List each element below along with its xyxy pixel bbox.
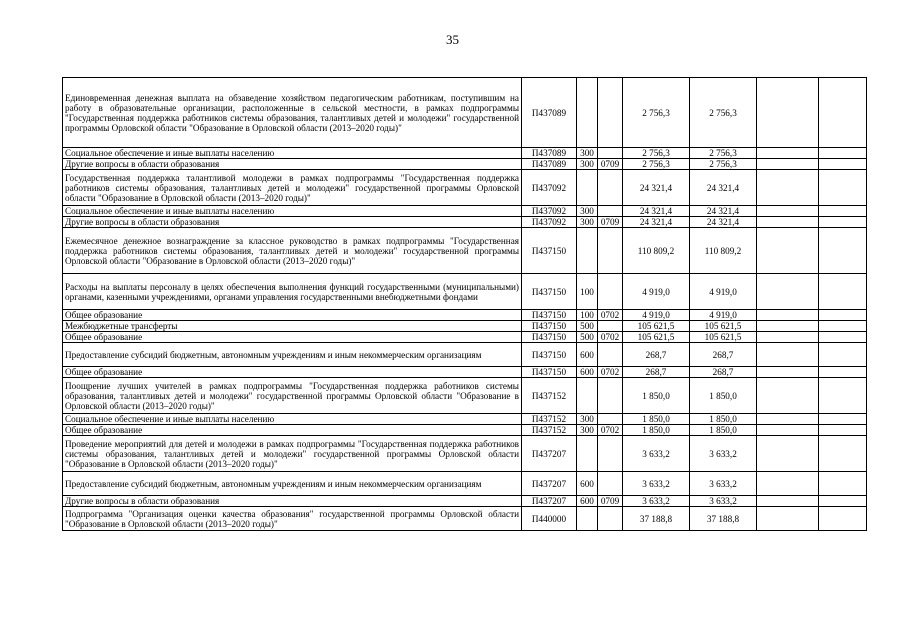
row-rz-cell	[598, 170, 623, 206]
row-name-cell: Межбюджетные трансферты	[63, 321, 522, 332]
row-value-2-cell: 3 633,2	[690, 496, 757, 507]
row-vr-cell: 300	[577, 206, 598, 217]
row-code-cell: П437089	[522, 148, 577, 159]
row-value-2-cell: 268,7	[690, 367, 757, 378]
row-blank-cell	[819, 148, 867, 159]
budget-table	[62, 77, 867, 531]
row-name-cell: Общее образование	[63, 425, 522, 436]
table-row	[63, 332, 867, 343]
row-value-1-cell: 1 850,0	[623, 425, 690, 436]
row-blank-cell	[819, 310, 867, 321]
row-value-2-cell: 105 621,5	[690, 321, 757, 332]
row-value-3-cell	[757, 472, 819, 496]
row-value-2-cell: 2 756,3	[690, 159, 757, 170]
row-vr-cell	[577, 170, 598, 206]
row-value-3-cell	[757, 332, 819, 343]
row-value-2-cell: 3 633,2	[690, 436, 757, 472]
row-vr-cell: 300	[577, 148, 598, 159]
row-vr-cell: 500	[577, 321, 598, 332]
row-rz-cell: 0702	[598, 425, 623, 436]
row-rz-cell: 0709	[598, 159, 623, 170]
row-rz-cell	[598, 507, 623, 531]
row-vr-cell: 600	[577, 367, 598, 378]
row-rz-cell	[598, 148, 623, 159]
row-value-3-cell	[757, 159, 819, 170]
table-row	[63, 507, 867, 531]
table-row	[63, 228, 867, 274]
table-row	[63, 310, 867, 321]
row-rz-cell	[598, 228, 623, 274]
row-value-3-cell	[757, 206, 819, 217]
row-rz-cell: 0702	[598, 310, 623, 321]
page-number: 35	[446, 32, 459, 47]
table-row	[63, 148, 867, 159]
row-vr-cell: 300	[577, 217, 598, 228]
row-blank-cell	[819, 159, 867, 170]
row-value-1-cell: 2 756,3	[623, 159, 690, 170]
row-value-1-cell: 4 919,0	[623, 274, 690, 310]
row-blank-cell	[819, 78, 867, 148]
row-vr-cell	[577, 78, 598, 148]
row-rz-cell	[598, 206, 623, 217]
row-value-3-cell	[757, 343, 819, 367]
row-value-2-cell: 1 850,0	[690, 425, 757, 436]
row-code-cell: П437152	[522, 425, 577, 436]
row-vr-cell: 100	[577, 310, 598, 321]
row-value-1-cell: 3 633,2	[623, 496, 690, 507]
row-code-cell: П437150	[522, 274, 577, 310]
row-vr-cell: 600	[577, 343, 598, 367]
row-blank-cell	[819, 414, 867, 425]
row-name-cell: Другие вопросы в области образования	[63, 217, 522, 228]
table-row	[63, 170, 867, 206]
row-rz-cell	[598, 472, 623, 496]
row-value-1-cell: 268,7	[623, 343, 690, 367]
row-name-cell: Социальное обеспечение и иные выплаты населению	[63, 206, 522, 217]
table-row	[63, 78, 867, 148]
row-value-2-cell: 1 850,0	[690, 378, 757, 414]
row-code-cell: П437089	[522, 159, 577, 170]
row-value-2-cell: 2 756,3	[690, 148, 757, 159]
row-value-3-cell	[757, 217, 819, 228]
row-code-cell: П437207	[522, 496, 577, 507]
row-name-cell: Другие вопросы в области образования	[63, 159, 522, 170]
row-rz-cell: 0702	[598, 367, 623, 378]
table-row	[63, 378, 867, 414]
row-value-1-cell: 2 756,3	[623, 78, 690, 148]
row-blank-cell	[819, 321, 867, 332]
row-vr-cell: 300	[577, 425, 598, 436]
row-value-3-cell	[757, 378, 819, 414]
row-value-2-cell: 268,7	[690, 343, 757, 367]
row-value-3-cell	[757, 507, 819, 531]
row-name-cell: Государственная поддержка талантливой молодежи в рамках подпрограммы "Государственная поддержка работников системы образования, талантливых детей и молодежи" государственной программы Орловской области "Образование в Орловской области (2013–2020 годы)"	[63, 170, 522, 206]
row-value-1-cell: 37 188,8	[623, 507, 690, 531]
row-name-cell: Ежемесячное денежное вознаграждение за классное руководство в рамках подпрограммы "Государственная поддержка работников системы образования, талантливых детей и молодежи" государственной программы Орловской области "Образование в Орловской области (2013–2020 годы)"	[63, 228, 522, 274]
row-value-1-cell: 105 621,5	[623, 332, 690, 343]
row-blank-cell	[819, 217, 867, 228]
row-name-cell: Социальное обеспечение и иные выплаты населению	[63, 414, 522, 425]
row-value-1-cell: 1 850,0	[623, 378, 690, 414]
row-value-3-cell	[757, 367, 819, 378]
row-value-3-cell	[757, 321, 819, 332]
row-code-cell: П437089	[522, 78, 577, 148]
row-rz-cell	[598, 378, 623, 414]
row-vr-cell	[577, 228, 598, 274]
row-rz-cell	[598, 436, 623, 472]
row-code-cell: П437150	[522, 332, 577, 343]
table-row	[63, 425, 867, 436]
row-rz-cell	[598, 343, 623, 367]
row-value-1-cell: 268,7	[623, 367, 690, 378]
row-value-2-cell: 110 809,2	[690, 228, 757, 274]
row-value-1-cell: 3 633,2	[623, 472, 690, 496]
table-row	[63, 367, 867, 378]
row-value-2-cell: 4 919,0	[690, 274, 757, 310]
row-name-cell: Предоставление субсидий бюджетным, автономным учреждениям и иным некоммерческим организациям	[63, 343, 522, 367]
row-value-3-cell	[757, 425, 819, 436]
row-rz-cell	[598, 274, 623, 310]
row-code-cell: П437150	[522, 228, 577, 274]
row-blank-cell	[819, 332, 867, 343]
row-value-1-cell: 3 633,2	[623, 436, 690, 472]
row-name-cell: Общее образование	[63, 332, 522, 343]
row-rz-cell: 0709	[598, 217, 623, 228]
row-name-cell: Расходы на выплаты персоналу в целях обеспечения выполнения функций государственными (муниципальными) органами, казенными учреждениями, органами управления государственными внебюджетными фондами	[63, 274, 522, 310]
row-vr-cell	[577, 436, 598, 472]
row-rz-cell	[598, 414, 623, 425]
row-blank-cell	[819, 472, 867, 496]
row-code-cell: П437207	[522, 436, 577, 472]
row-blank-cell	[819, 425, 867, 436]
row-blank-cell	[819, 170, 867, 206]
table-row	[63, 321, 867, 332]
table-row	[63, 206, 867, 217]
table-row	[63, 472, 867, 496]
row-value-2-cell: 37 188,8	[690, 507, 757, 531]
row-value-1-cell: 24 321,4	[623, 217, 690, 228]
row-code-cell: П437207	[522, 472, 577, 496]
table-row	[63, 496, 867, 507]
row-name-cell: Предоставление субсидий бюджетным, автономным учреждениям и иным некоммерческим организациям	[63, 472, 522, 496]
row-value-1-cell: 110 809,2	[623, 228, 690, 274]
row-code-cell: П437150	[522, 367, 577, 378]
row-name-cell: Проведение мероприятий для детей и молодежи в рамках подпрограммы "Государственная поддержка работников системы образования, талантливых детей и молодежи" государственной программы Орловской области "Образование в Орловской области (2013–2020 годы)"	[63, 436, 522, 472]
row-value-1-cell: 2 756,3	[623, 148, 690, 159]
table-row	[63, 274, 867, 310]
row-code-cell: П437150	[522, 310, 577, 321]
row-value-1-cell: 4 919,0	[623, 310, 690, 321]
row-value-2-cell: 1 850,0	[690, 414, 757, 425]
row-value-2-cell: 24 321,4	[690, 170, 757, 206]
row-value-1-cell: 24 321,4	[623, 206, 690, 217]
row-rz-cell	[598, 321, 623, 332]
row-rz-cell: 0702	[598, 332, 623, 343]
row-value-2-cell: 24 321,4	[690, 217, 757, 228]
row-vr-cell: 600	[577, 472, 598, 496]
row-name-cell: Общее образование	[63, 310, 522, 321]
row-rz-cell	[598, 78, 623, 148]
row-value-3-cell	[757, 228, 819, 274]
row-value-1-cell: 105 621,5	[623, 321, 690, 332]
row-blank-cell	[819, 436, 867, 472]
row-code-cell: П437092	[522, 170, 577, 206]
row-vr-cell: 500	[577, 332, 598, 343]
row-blank-cell	[819, 378, 867, 414]
row-blank-cell	[819, 507, 867, 531]
row-value-3-cell	[757, 310, 819, 321]
row-value-2-cell: 4 919,0	[690, 310, 757, 321]
row-vr-cell	[577, 507, 598, 531]
table-row	[63, 436, 867, 472]
row-name-cell: Социальное обеспечение и иные выплаты населению	[63, 148, 522, 159]
table-row	[63, 159, 867, 170]
row-name-cell: Единовременная денежная выплата на обзаведение хозяйством педагогическим работникам, поступившим на работу в образовательные организации, расположенные в сельской местности, в рамках подпрограммы "Государственная поддержка работников системы образования, талантливых детей и молодежи" государственной программы Орловской области "Образование в Орловской области (2013–2020 годы)"	[63, 78, 522, 148]
table-row	[63, 217, 867, 228]
row-value-3-cell	[757, 436, 819, 472]
row-value-2-cell: 3 633,2	[690, 472, 757, 496]
row-code-cell: П437150	[522, 343, 577, 367]
row-value-3-cell	[757, 496, 819, 507]
row-code-cell: П437152	[522, 414, 577, 425]
row-name-cell: Общее образование	[63, 367, 522, 378]
row-value-1-cell: 1 850,0	[623, 414, 690, 425]
row-name-cell: Подпрограмма "Организация оценки качества образования" государственной программы Орловской области "Образование в Орловской области (2013–2020 годы)"	[63, 507, 522, 531]
table-row	[63, 414, 867, 425]
row-blank-cell	[819, 343, 867, 367]
row-name-cell: Другие вопросы в области образования	[63, 496, 522, 507]
row-value-2-cell: 2 756,3	[690, 78, 757, 148]
row-vr-cell: 300	[577, 414, 598, 425]
row-name-cell: Поощрение лучших учителей в рамках подпрограммы "Государственная поддержка работников системы образования, талантливых детей и молодежи" государственной программы Орловской области "Образование в Орловской области (2013–2020 годы)"	[63, 378, 522, 414]
row-value-3-cell	[757, 170, 819, 206]
row-value-3-cell	[757, 78, 819, 148]
row-code-cell: П437152	[522, 378, 577, 414]
table-row	[63, 343, 867, 367]
row-blank-cell	[819, 274, 867, 310]
row-blank-cell	[819, 228, 867, 274]
row-vr-cell: 100	[577, 274, 598, 310]
row-vr-cell: 600	[577, 496, 598, 507]
row-value-3-cell	[757, 148, 819, 159]
row-code-cell: П440000	[522, 507, 577, 531]
row-value-1-cell: 24 321,4	[623, 170, 690, 206]
row-value-3-cell	[757, 274, 819, 310]
row-blank-cell	[819, 206, 867, 217]
row-code-cell: П437092	[522, 217, 577, 228]
row-blank-cell	[819, 496, 867, 507]
row-code-cell: П437150	[522, 321, 577, 332]
row-rz-cell: 0709	[598, 496, 623, 507]
row-value-2-cell: 105 621,5	[690, 332, 757, 343]
row-vr-cell: 300	[577, 159, 598, 170]
row-code-cell: П437092	[522, 206, 577, 217]
row-blank-cell	[819, 367, 867, 378]
row-vr-cell	[577, 378, 598, 414]
row-value-2-cell: 24 321,4	[690, 206, 757, 217]
row-value-3-cell	[757, 414, 819, 425]
